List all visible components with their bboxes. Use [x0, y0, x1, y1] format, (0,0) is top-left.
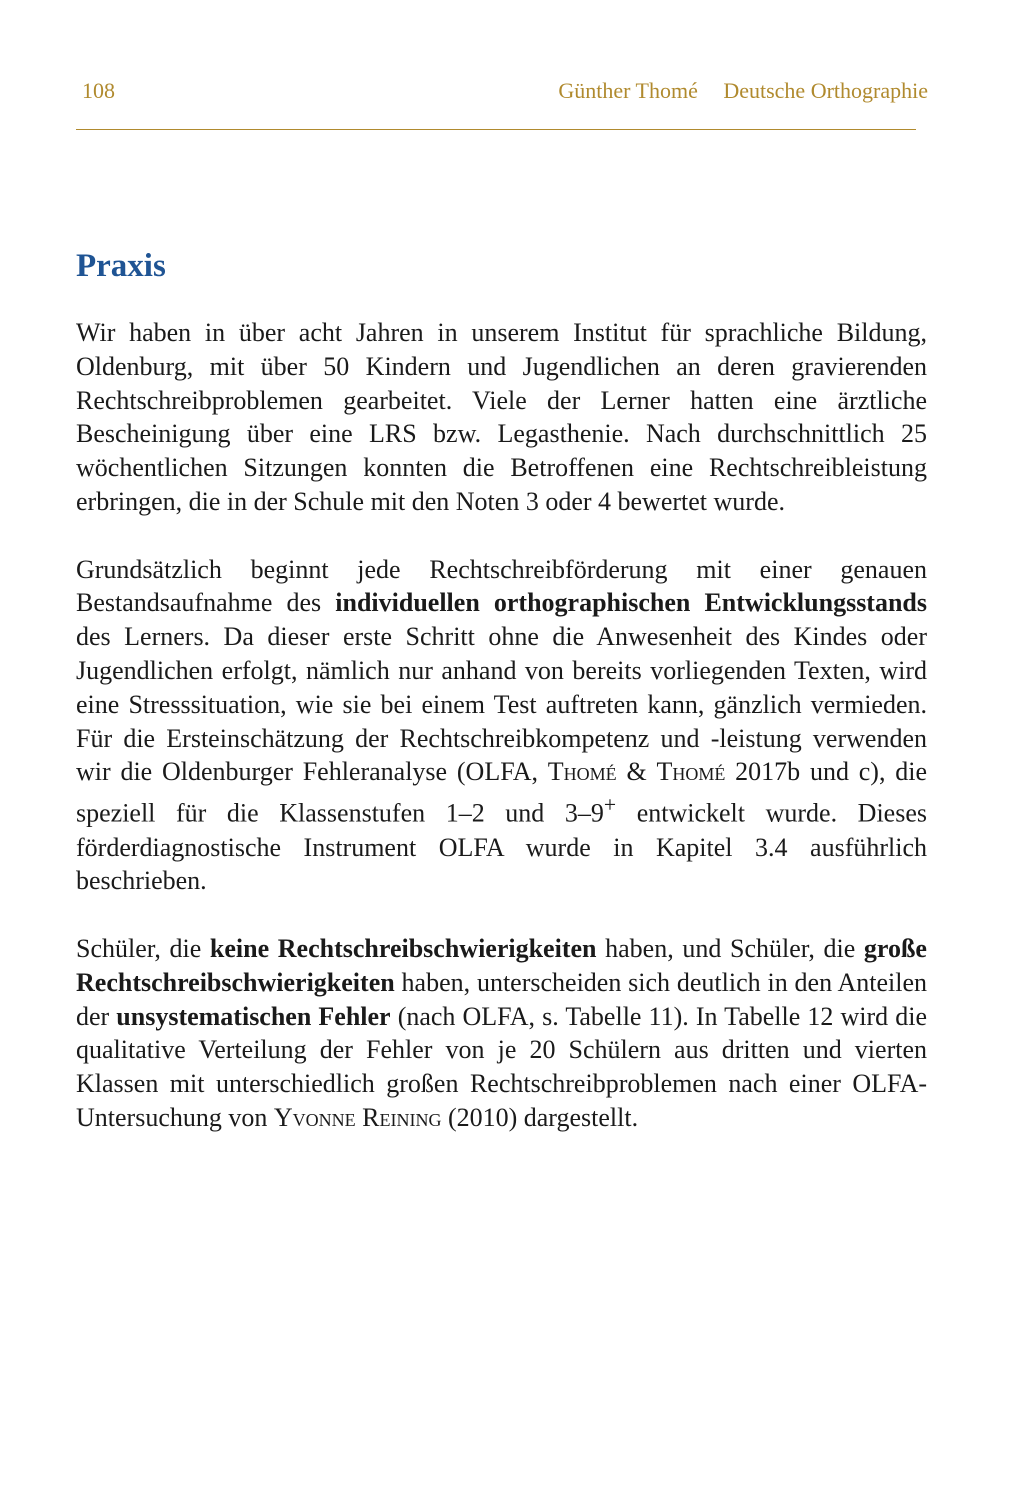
bold-term: individuellen orthographischen Entwicklungsstands	[335, 588, 928, 618]
section-title: Praxis	[76, 248, 166, 284]
author-citation: Thomé	[656, 757, 726, 787]
text-run: Schüler, die	[76, 934, 210, 963]
page-number: 108	[82, 78, 115, 103]
running-header	[80, 78, 928, 110]
bold-term: keine Rechtschreibschwierigkeiten	[209, 934, 597, 963]
bold-term: große Rechtschreibschwierigkeiten	[76, 934, 927, 997]
text-run: &	[616, 757, 657, 787]
header-rule	[76, 129, 916, 130]
author-citation: Yvonne Reining	[273, 1102, 442, 1132]
header-book-title: Deutsche Orthographie	[723, 78, 928, 103]
text-run: (nach OLFA, s. Tabelle 11). In Tabelle 12 wird die qualitative Verteilung der Fehler von je 20 Schülern aus dritten und vierten Klassen mit unterschiedlich großen Rechtschreibproblemen nach einer OLFA-Untersuchung von	[76, 1001, 927, 1132]
text-run: des Lerners. Da dieser erste Schritt ohne die Anwesenheit des Kindes oder Jugendlichen erfolgt, nämlich nur anhand von bereits vorliegenden Texten, wird eine Stresssituation, wie sie bei einem Test auftreten kann, gänzlich vermieden. Für die Ersteinschätzung der Rechtschreibkompetenz und -leistung verwenden wir die Oldenburger Fehleranalyse (OLFA,	[76, 622, 927, 787]
text-run: haben, unterscheiden sich deutlich in den Anteilen der	[76, 967, 927, 1031]
header-title-group	[558, 78, 928, 104]
bold-term: unsystematischen Fehler	[116, 1001, 391, 1031]
text-run: haben, und Schüler, die	[596, 934, 864, 963]
paragraph	[76, 932, 927, 1135]
superscript-plus: +	[603, 793, 617, 818]
paragraph	[76, 553, 927, 899]
body-text	[76, 316, 927, 1135]
author-citation: Thomé	[547, 757, 617, 787]
header-author: Günther Thomé	[558, 78, 698, 103]
paragraph	[76, 316, 927, 519]
text-run: 2017b und c), die speziell für die Klassenstufen 1–2 und 3–9	[76, 757, 928, 828]
text-run: entwickelt wurde. Dieses förderdiagnostische Instrument OLFA wurde in Kapitel 3.4 ausführlich beschrieben.	[76, 798, 927, 896]
text-run: Grundsätzlich beginnt jede Rechtschreibförderung mit einer genauen Bestandsaufnahme des	[76, 554, 927, 618]
text-run: (2010) dargestellt.	[441, 1102, 639, 1132]
text-run: Wir haben in über acht Jahren in unserem Institut für sprachliche Bildung, Oldenburg, mit über 50 Kindern und Jugendlichen an deren gravierenden Rechtschreibproblemen gearbeitet. Viele der Lerner hatten eine ärztliche Bescheinigung über eine LRS bzw. Legasthenie. Nach durchschnittlich 25 wöchentlichen Sitzungen konnten die Betroffenen eine Rechtschreibleistung erbringen, die in der Schule mit den Noten 3 oder 4 bewertet wurde.	[76, 318, 927, 516]
